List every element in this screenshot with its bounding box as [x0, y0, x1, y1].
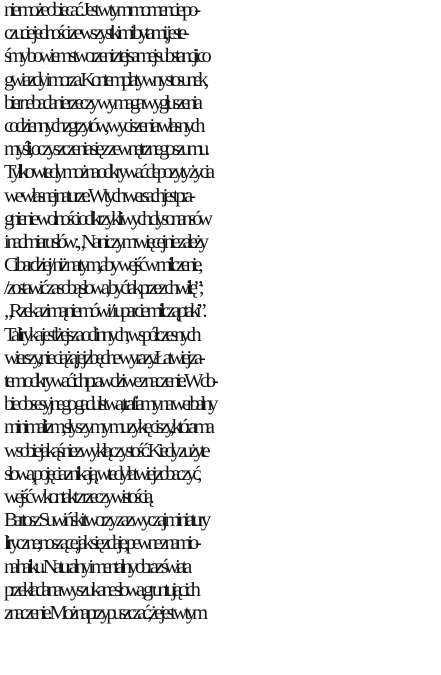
- text-line-4: gwiazdy i morza. Kontemplatywny stosunek,: [4, 68, 206, 91]
- text-line-21: słowa, pojęcia znikają, wtedy łatwiej zobaczyć,: [4, 462, 199, 485]
- text-line-11: i nadmiaru słów: „Na niczym więcej nie zależy: [4, 230, 205, 253]
- text-line-14: „Rzeka zimą nie mówi / i uparcie milczą ptaki”.: [4, 300, 204, 323]
- text-line-27: znaczenie. Można przypuszczać, że jest w tym: [4, 601, 204, 624]
- text-line-24: liryczne, noszące, jak się zdaje, pewne znamio-: [4, 532, 198, 555]
- text-line-6: codziennych zgrzytów, wyciszenia własnych: [4, 114, 202, 137]
- text-line-16: wierszy, nie ciążą jej zbędne wyrazy. Łatwiej za-: [4, 346, 202, 369]
- text-line-9: we własnej naturze. W tych wersach jest pra-: [4, 184, 192, 207]
- text-line-23: Bartosz Suwiński tworzy zazwyczaj miniatury: [4, 509, 207, 532]
- text-line-17: tem odkrywać ich prawdziwe znaczenie. W do-: [4, 370, 215, 392]
- text-line-12: Ci bardziej / niż na tym, aby wejść w milczenie,: [4, 254, 200, 277]
- body-text: [4, 0, 441, 625]
- text-line-15: Ta liryka jest lżejsza od innych, współczesnych: [4, 323, 198, 346]
- text-line-25: na haiku. Naturalny i mentalny obraz świata: [4, 555, 189, 578]
- text-line-26: przekłada na wyszukane słowa, gruntując ich: [4, 578, 197, 601]
- text-line-3: śmy bowiem stworzeni z tej samej substancji co: [4, 45, 208, 68]
- text-line-13: / zostawić za sobą słowa, być tak przez chwilę”;: [4, 277, 201, 300]
- text-line-8: Tylko wtedy można odkrywać depozyty życia: [4, 161, 211, 184]
- text-line-18: bie obsesyjnego gadulstwa, trafiamy na werbalny: [4, 393, 215, 416]
- text-line-7: myśli, oczyszczenia się z zewnętrznego szumu.: [4, 138, 207, 161]
- text-line-20: w sobie jakąś niezwykłą czystość. Kiedy zużyte: [4, 439, 207, 462]
- text-line-5: bierne badanie rzeczy wymaga wygłuszenia: [4, 91, 199, 114]
- text-line-1: nie może obiecać. Jest w tym momencie po-: [4, 0, 198, 21]
- text-line-10: gnienie wolności od krzykliwych dysonansów: [4, 207, 209, 230]
- text-line-2: czucie jedności ze wszystkimi bytami, jeste-: [4, 22, 186, 45]
- text-line-22: wejść w kontakt z rzeczywistością.: [4, 485, 151, 508]
- text-line-19: minimalizm, słyszymy muzykę ciszy, która ma: [4, 416, 211, 439]
